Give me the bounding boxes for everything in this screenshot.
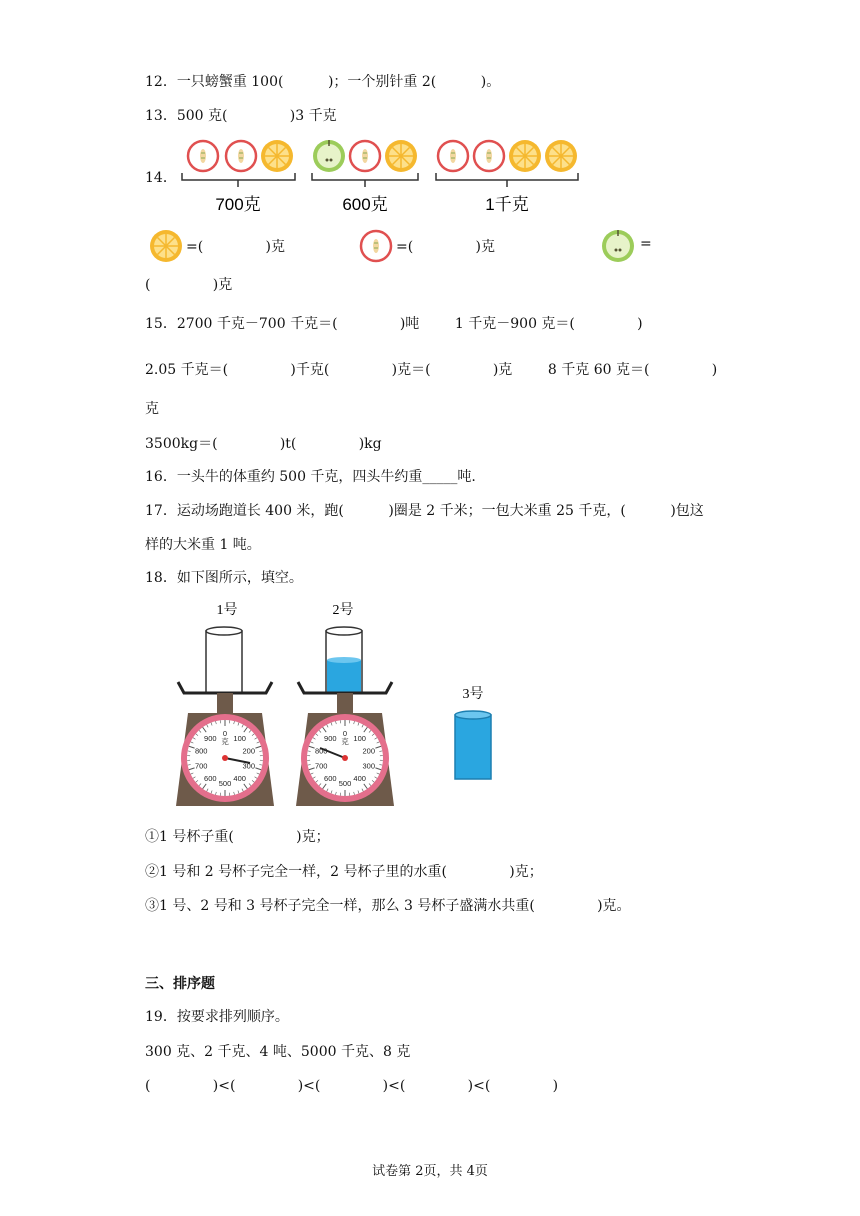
question-17-line2: 样的大米重 1 吨。 — [145, 537, 261, 553]
question-15-line4: 3500kg＝( )t( )kg — [145, 436, 382, 452]
dial-tick-label: 800 — [314, 746, 328, 756]
dial-unit-label: 克 — [221, 737, 229, 746]
dial-unit-label: 克 — [341, 737, 349, 746]
dial-tick-label: 400 — [353, 774, 366, 784]
dial-tick-label: 500 — [218, 779, 232, 788]
question-15-line3: 克 — [145, 401, 159, 417]
group-label-3: 1千克 — [485, 195, 529, 214]
dial-tick-label: 300 — [362, 761, 376, 771]
cup-1-label: 1号 — [216, 603, 238, 618]
dial-tick-label: 200 — [362, 746, 376, 756]
question-16: 16．一头牛的体重约 500 千克，四头牛约重_____吨. — [145, 469, 476, 485]
fruit-weight-figure — [178, 135, 588, 220]
question-18-sub2: ②1 号和 2 号杯子完全一样，2 号杯子里的水重( )克； — [145, 864, 543, 880]
dial-tick-label: 700 — [314, 761, 328, 771]
question-14-number: 14． — [145, 170, 177, 186]
question-12: 12．一只螃蟹重 100( )；一个别针重 2( )。 — [145, 74, 501, 90]
page-footer: 试卷第 2页，共 4页 — [372, 1164, 488, 1179]
question-13: 13．500 克( )3 千克 — [145, 108, 337, 124]
question-15-line1: 15．2700 千克－700 千克＝( )吨 1 千克－900 克＝( ) — [145, 316, 643, 332]
red-apple-icon — [188, 141, 218, 171]
dial-tick-label: 0 — [342, 729, 348, 738]
question-18-sub3: ③1 号、2 号和 3 号杯子完全一样，那么 3 号杯子盛满水共重( )克。 — [145, 898, 631, 914]
orange-slice-icon — [509, 140, 541, 172]
question-18-sub1: ①1 号杯子重( )克； — [145, 829, 330, 845]
question-19-blanks: ( )<( )<( )<( )<( ) — [145, 1078, 559, 1094]
group-label-1: 700克 — [215, 195, 261, 214]
dial-tick-label: 400 — [233, 774, 246, 784]
dial-tick-label: 800 — [194, 746, 208, 756]
dial-tick-label: 0 — [222, 729, 228, 738]
dial-tick-label: 100 — [353, 733, 366, 743]
red-apple-icon — [226, 141, 256, 171]
dial-tick-label: 500 — [338, 779, 352, 788]
question-19-title: 19．按要求排列顺序。 — [145, 1009, 289, 1025]
question-15-line2: 2.05 千克＝( )千克( )克＝( )克 8 千克 60 克＝( ) — [145, 362, 718, 378]
red-apple-icon — [350, 141, 380, 171]
question-17-line1: 17．运动场跑道长 400 米，跑( )圈是 2 千米；一包大米重 25 千克，( )包这 — [145, 503, 704, 519]
green-apple-equation: = — [640, 236, 652, 252]
question-19-items: 300 克、2 千克、4 吨、5000 千克、8 克 — [145, 1044, 411, 1060]
red-apple-icon — [359, 229, 393, 263]
cup-3 — [455, 711, 491, 779]
dial-tick-label: 600 — [204, 774, 217, 784]
question-18-title: 18．如下图所示，填空。 — [145, 570, 303, 586]
dial-tick-label: 600 — [324, 774, 337, 784]
green-apple-icon — [600, 228, 636, 264]
cup-3-label: 3号 — [462, 687, 484, 702]
group-label-2: 600克 — [342, 195, 388, 214]
orange-slice-icon — [149, 229, 183, 263]
orange-slice-icon — [261, 140, 293, 172]
dial-tick-label: 200 — [242, 746, 256, 756]
dial-tick-label: 100 — [233, 733, 246, 743]
cup-2-label: 2号 — [332, 603, 354, 618]
scales-figure — [170, 598, 510, 810]
orange-slice-icon — [385, 140, 417, 172]
red-apple-icon — [474, 141, 504, 171]
red-apple-icon — [438, 141, 468, 171]
dial-tick-label: 900 — [204, 733, 217, 743]
dial-tick-label: 300 — [242, 761, 256, 771]
red-apple-equation: =( )克 — [396, 239, 495, 255]
dial-tick-label: 700 — [194, 761, 208, 771]
dial-tick-label: 900 — [324, 733, 337, 743]
question-14-continuation: ( )克 — [145, 277, 233, 293]
green-apple-icon — [313, 140, 345, 172]
orange-slice-icon — [545, 140, 577, 172]
section-3-heading: 三、排序题 — [145, 976, 215, 992]
orange-equation: =( )克 — [186, 239, 285, 255]
